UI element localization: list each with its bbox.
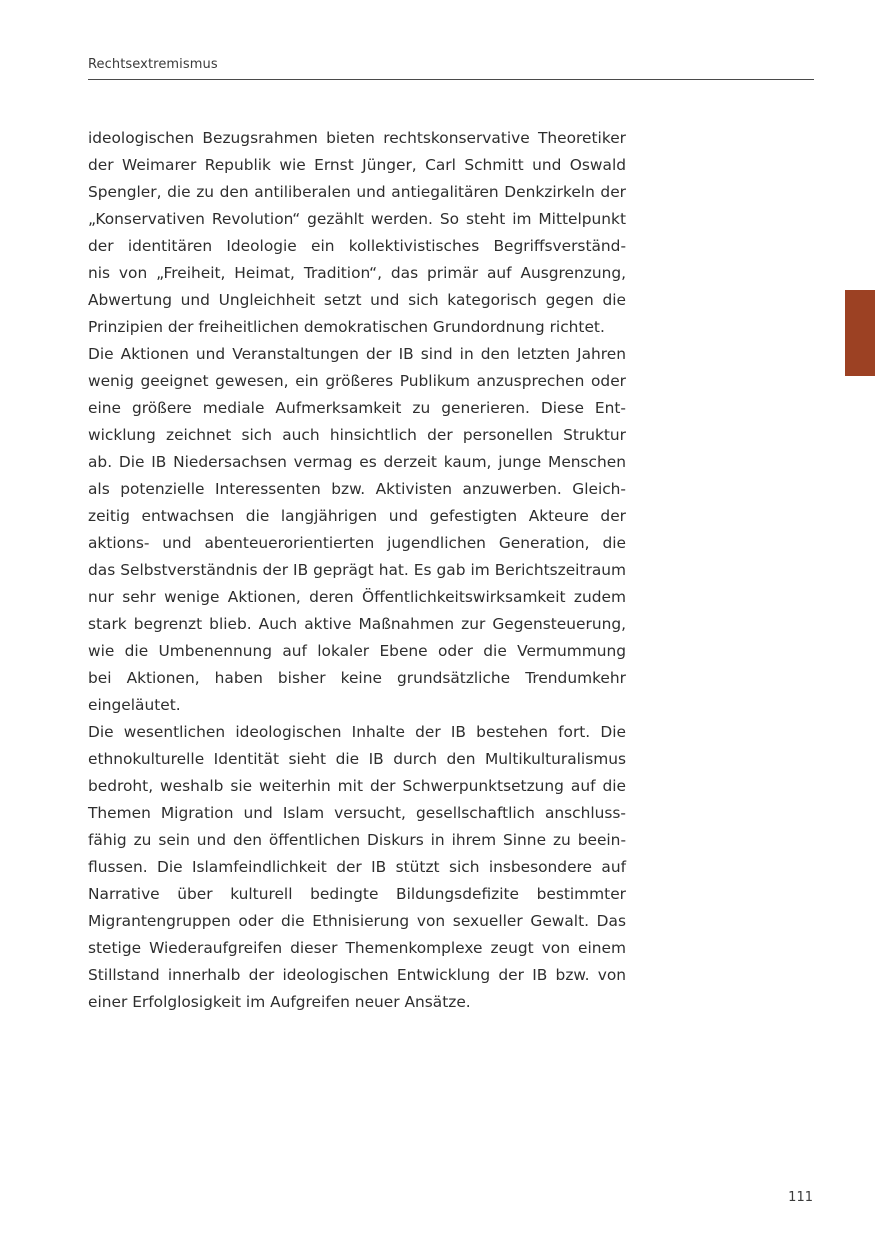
- text-line: zeitig entwachsen die langjährigen und gefestigten Akteure der: [88, 507, 626, 525]
- text-line: ab. Die IB Niedersachsen vermag es derzeit kaum, junge Menschen: [88, 453, 626, 471]
- body-text: [88, 125, 626, 1016]
- paragraph-2: [88, 341, 626, 719]
- chapter-thumb-tab: [845, 290, 875, 376]
- text-line: „Konservativen Revolution“ gezählt werden. So steht im Mittelpunkt: [88, 210, 626, 228]
- text-line: Die wesentlichen ideologischen Inhalte der IB bestehen fort. Die: [88, 723, 626, 741]
- page-number: 111: [788, 1190, 813, 1205]
- paragraph-1: [88, 125, 626, 341]
- text-line: der identitären Ideologie ein kollektivistisches Begriffsverständ-: [88, 237, 626, 255]
- text-line: ideologischen Bezugsrahmen bieten rechtskonservative Theoretiker: [88, 129, 626, 147]
- text-line: fähig zu sein und den öffentlichen Diskurs in ihrem Sinne zu beein-: [88, 831, 626, 849]
- text-line: nur sehr wenige Aktionen, deren Öffentlichkeitswirksamkeit zudem: [88, 588, 626, 606]
- text-line: Stillstand innerhalb der ideologischen Entwicklung der IB bzw. von: [88, 966, 626, 984]
- running-header: Rechtsextremismus: [88, 57, 218, 72]
- text-line: wie die Umbenennung auf lokaler Ebene oder die Vermummung: [88, 642, 626, 660]
- text-line: Die Aktionen und Veranstaltungen der IB sind in den letzten Jahren: [88, 345, 626, 363]
- text-line: stark begrenzt blieb. Auch aktive Maßnahmen zur Gegensteuerung,: [88, 615, 626, 633]
- header-rule: [88, 79, 814, 80]
- text-line: nis von „Freiheit, Heimat, Tradition“, das primär auf Ausgrenzung,: [88, 264, 626, 282]
- text-line: das Selbstverständnis der IB geprägt hat. Es gab im Berichtszeitraum: [88, 561, 626, 579]
- text-line: wenig geeignet gewesen, ein größeres Publikum anzusprechen oder: [88, 372, 626, 390]
- text-line: ethnokulturelle Identität sieht die IB durch den Multikulturalismus: [88, 750, 626, 768]
- text-line: bedroht, weshalb sie weiterhin mit der Schwerpunktsetzung auf die: [88, 777, 626, 795]
- text-line: Themen Migration und Islam versucht, gesellschaftlich anschluss-: [88, 804, 626, 822]
- text-line: wicklung zeichnet sich auch hinsichtlich der personellen Struktur: [88, 426, 626, 444]
- text-line: Spengler, die zu den antiliberalen und antiegalitären Denkzirkeln der: [88, 183, 626, 201]
- text-line: einer Erfolglosigkeit im Aufgreifen neuer Ansätze.: [88, 993, 471, 1011]
- text-line: Abwertung und Ungleichheit setzt und sich kategorisch gegen die: [88, 291, 626, 309]
- text-line: eine größere mediale Aufmerksamkeit zu generieren. Diese Ent-: [88, 399, 626, 417]
- text-line: als potenzielle Interessenten bzw. Aktivisten anzuwerben. Gleich-: [88, 480, 626, 498]
- text-line: eingeläutet.: [88, 696, 181, 714]
- text-line: der Weimarer Republik wie Ernst Jünger, Carl Schmitt und Oswald: [88, 156, 626, 174]
- text-line: flussen. Die Islamfeindlichkeit der IB stützt sich insbesondere auf: [88, 858, 626, 876]
- text-line: Migrantengruppen oder die Ethnisierung von sexueller Gewalt. Das: [88, 912, 626, 930]
- text-line: Prinzipien der freiheitlichen demokratischen Grundordnung richtet.: [88, 318, 605, 336]
- paragraph-3: [88, 719, 626, 1016]
- text-line: Narrative über kulturell bedingte Bildungsdefizite bestimmter: [88, 885, 626, 903]
- text-line: aktions- und abenteuerorientierten jugendlichen Generation, die: [88, 534, 626, 552]
- text-line: bei Aktionen, haben bisher keine grundsätzliche Trendumkehr: [88, 669, 626, 687]
- text-line: stetige Wiederaufgreifen dieser Themenkomplexe zeugt von einem: [88, 939, 626, 957]
